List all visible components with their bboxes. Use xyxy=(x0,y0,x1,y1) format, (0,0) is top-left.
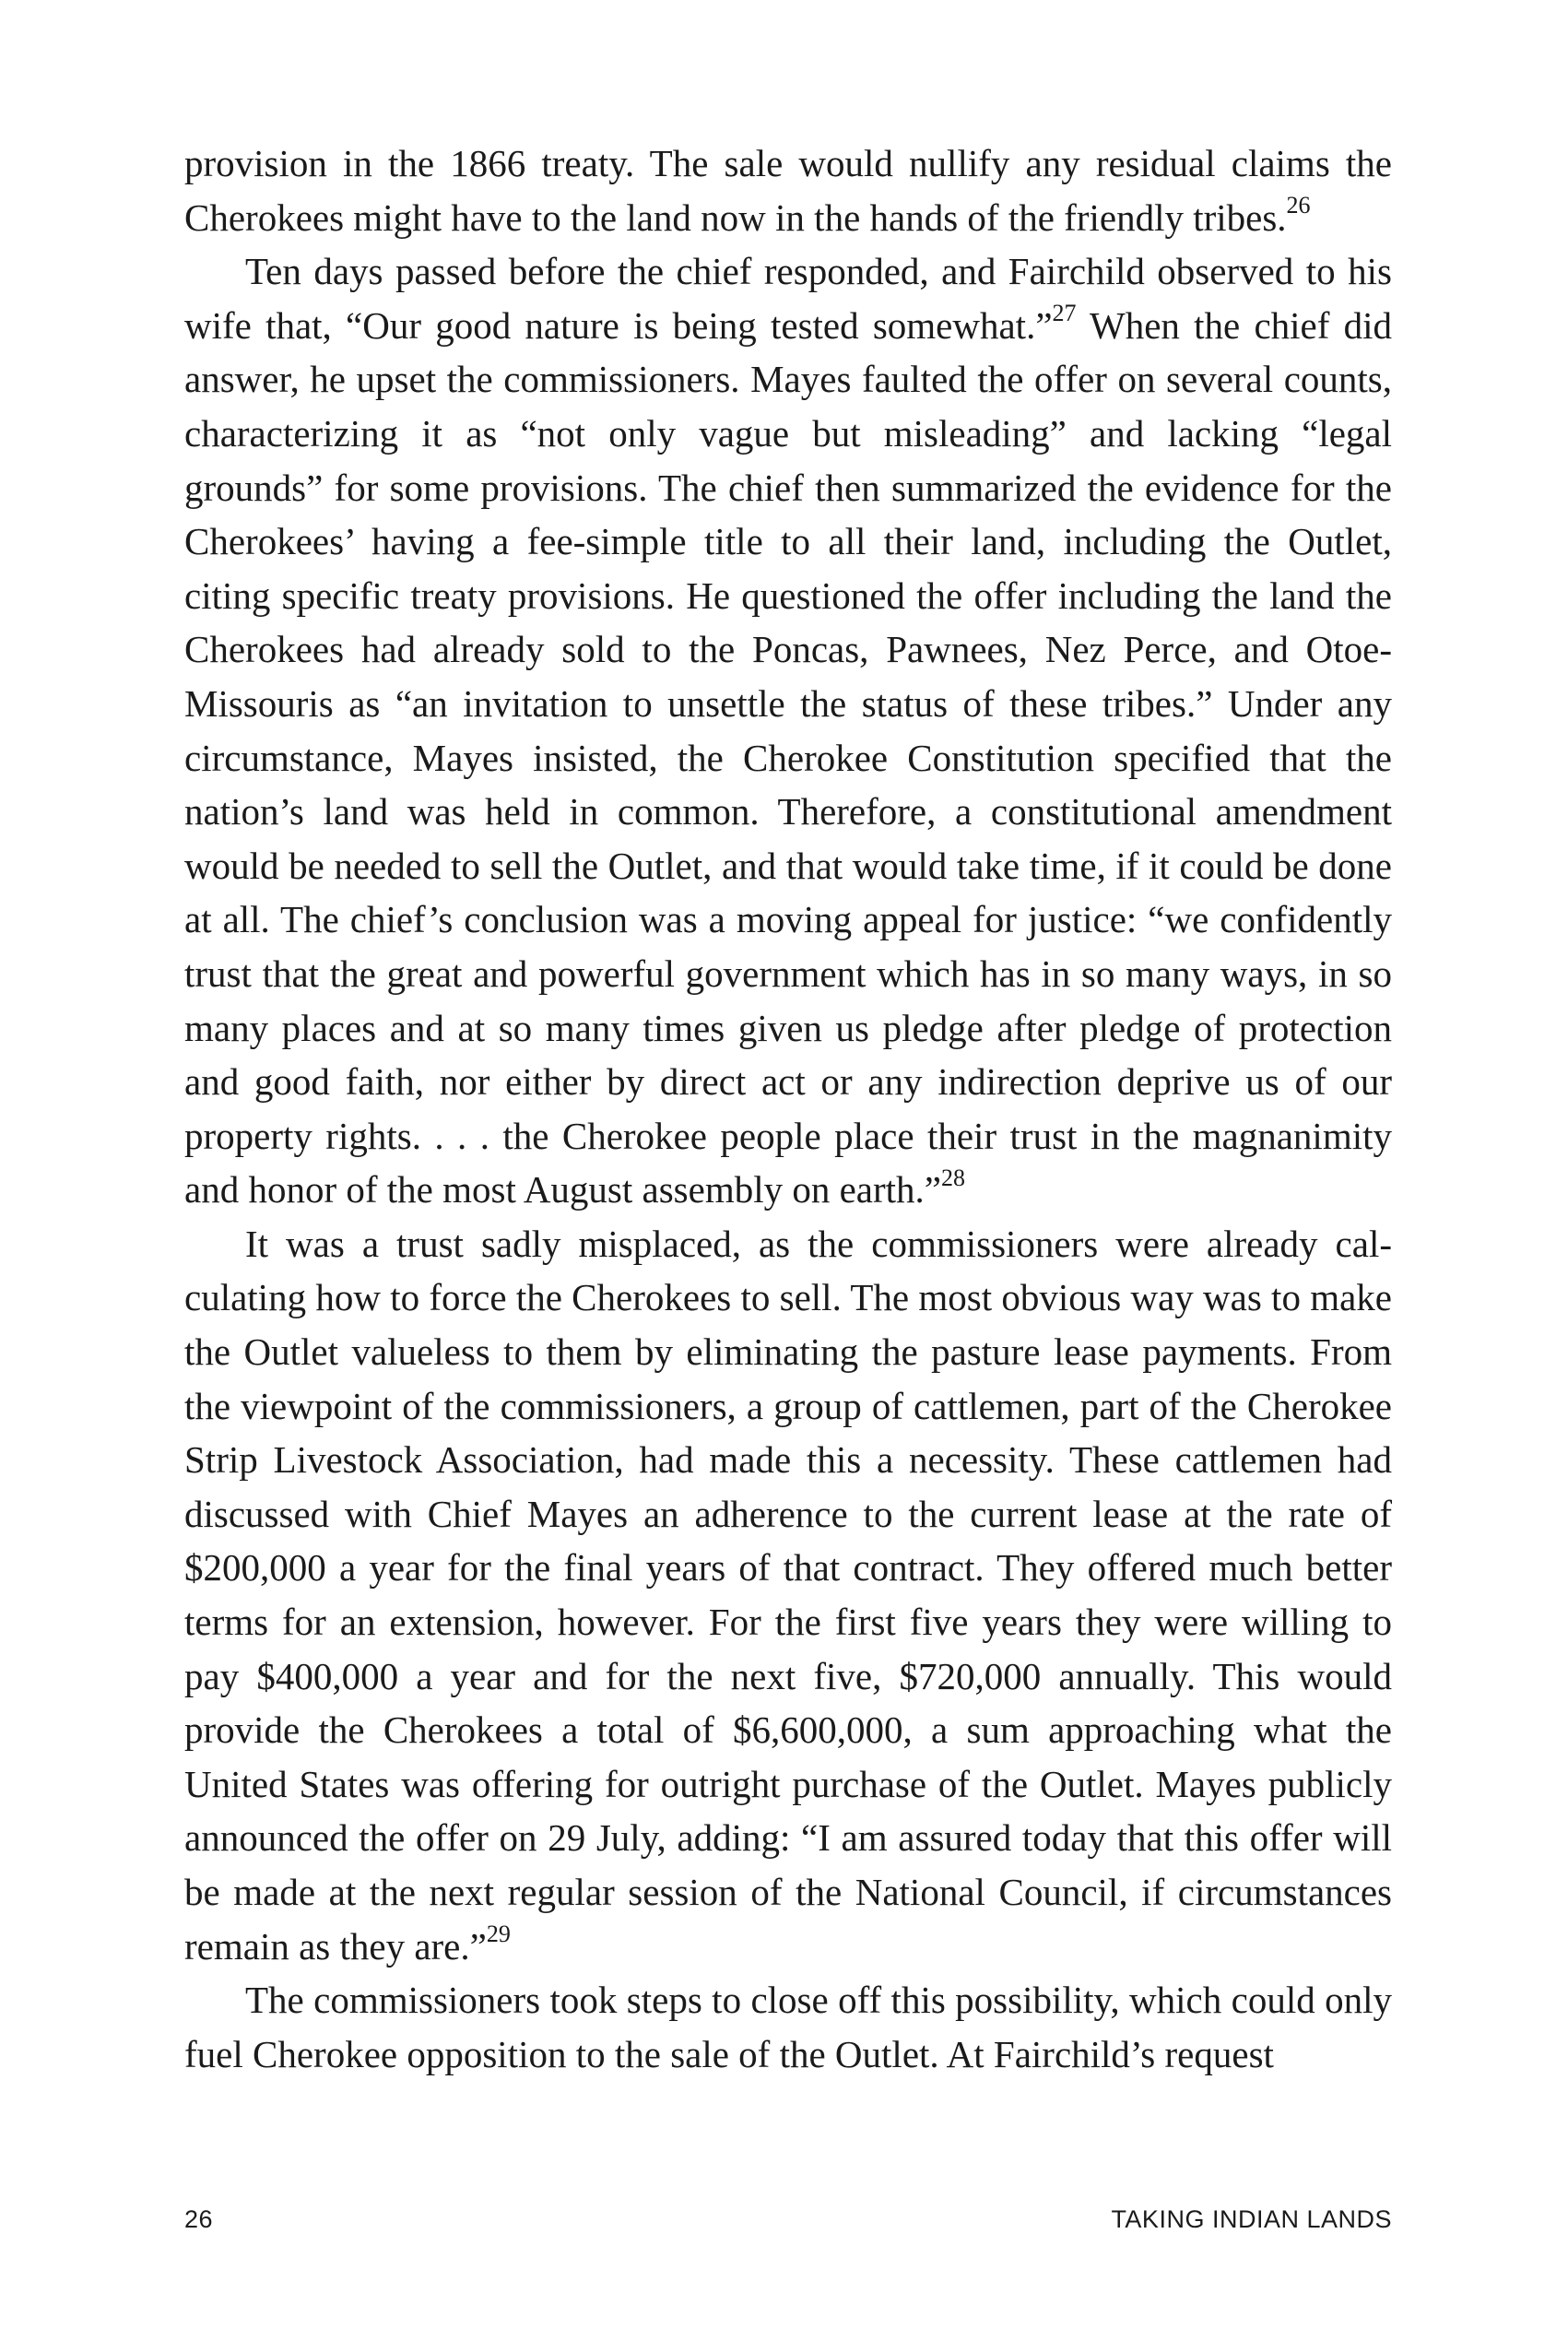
paragraph-4-text: The commissioners took steps to close off this possibility, which could only fuel Cherokee opposition to the sale of the Outlet. At Fairchild’s request xyxy=(184,1979,1392,2075)
footnote-ref-28: 28 xyxy=(941,1164,966,1191)
paragraph-3 xyxy=(184,1217,1392,1973)
paragraph-2 xyxy=(184,244,1392,1217)
page-footer xyxy=(184,2205,1392,2242)
paragraph-1 xyxy=(184,136,1392,244)
footnote-ref-27: 27 xyxy=(1052,300,1077,327)
page-number: 26 xyxy=(184,2205,214,2233)
paragraph-2-text-a: Ten days passed before the chief responded, and Fairchild observed to his wife that, “Our good nature is being tested somewhat.” xyxy=(184,250,1392,347)
page-body xyxy=(184,136,1392,2081)
paragraph-1-text: provision in the 1866 treaty. The sale would nullify any residual claims the Cherokees might have to the land now in the hands of the friendly tribes. xyxy=(184,142,1392,239)
paragraph-3-text: It was a trust sadly misplaced, as the commissioners were already calculating how to force the Cherokees to sell. The most obvious way was to make the Outlet valueless to them by eliminating the pasture lease payments. From the viewpoint of the commissioners, a group of cattlemen, part of the Cherokee Strip Livestock Association, had made this a necessity. These cattlemen had discussed with Chief Mayes an adherence to the current lease at the rate of $200,000 a year for the final years of that contract. They offered much better terms for an extension, however. For the first five years they were willing to pay $400,000 a year and for the next five, $720,000 annually. This would provide the Cherokees a total of $6,600,000, a sum approaching what the United States was offering for outright purchase of the Outlet. Mayes publicly announced the offer on 29 July, adding: “I am assured today that this offer will be made at the next regular session of the National Council, if circumstances remain as they are.” xyxy=(184,1222,1392,1968)
footnote-ref-29: 29 xyxy=(486,1920,511,1947)
paragraph-4 xyxy=(184,1973,1392,2081)
footnote-ref-26: 26 xyxy=(1286,191,1311,219)
paragraph-2-text-b: When the chief did answer, he upset the commissioners. Mayes faulted the offer on several counts, characterizing it as “not only vague but misleading” and lacking “legal grounds” for some provisions. The chief then summarized the evidence for the Cherokees’ having a fee-simple title to all their land, including the Outlet, citing specific treaty provisions. He questioned the offer including the land the Cherokees had already sold to the Poncas, Pawnees, Nez Perce, and Otoe-Missouris as “an invitation to unsettle the status of these tribes.” Under any circumstance, Mayes insisted, the Cherokee Constitution specified that the nation’s land was held in common. Therefore, a constitutional amendment would be needed to sell the Outlet, and that would take time, if it could be done at all. The chief’s conclusion was a moving appeal for justice: “we confidently trust that the great and powerful government which has in so many ways, in so many places and at so many times given us pledge after pledge of protection and good faith, nor either by direct act or any indirection deprive us of our property rights. . . . the Cherokee people place their trust in the magnanimity and honor of the most August assembly on earth.” xyxy=(184,303,1392,1211)
running-title: TAKING INDIAN LANDS xyxy=(1111,2205,1392,2233)
